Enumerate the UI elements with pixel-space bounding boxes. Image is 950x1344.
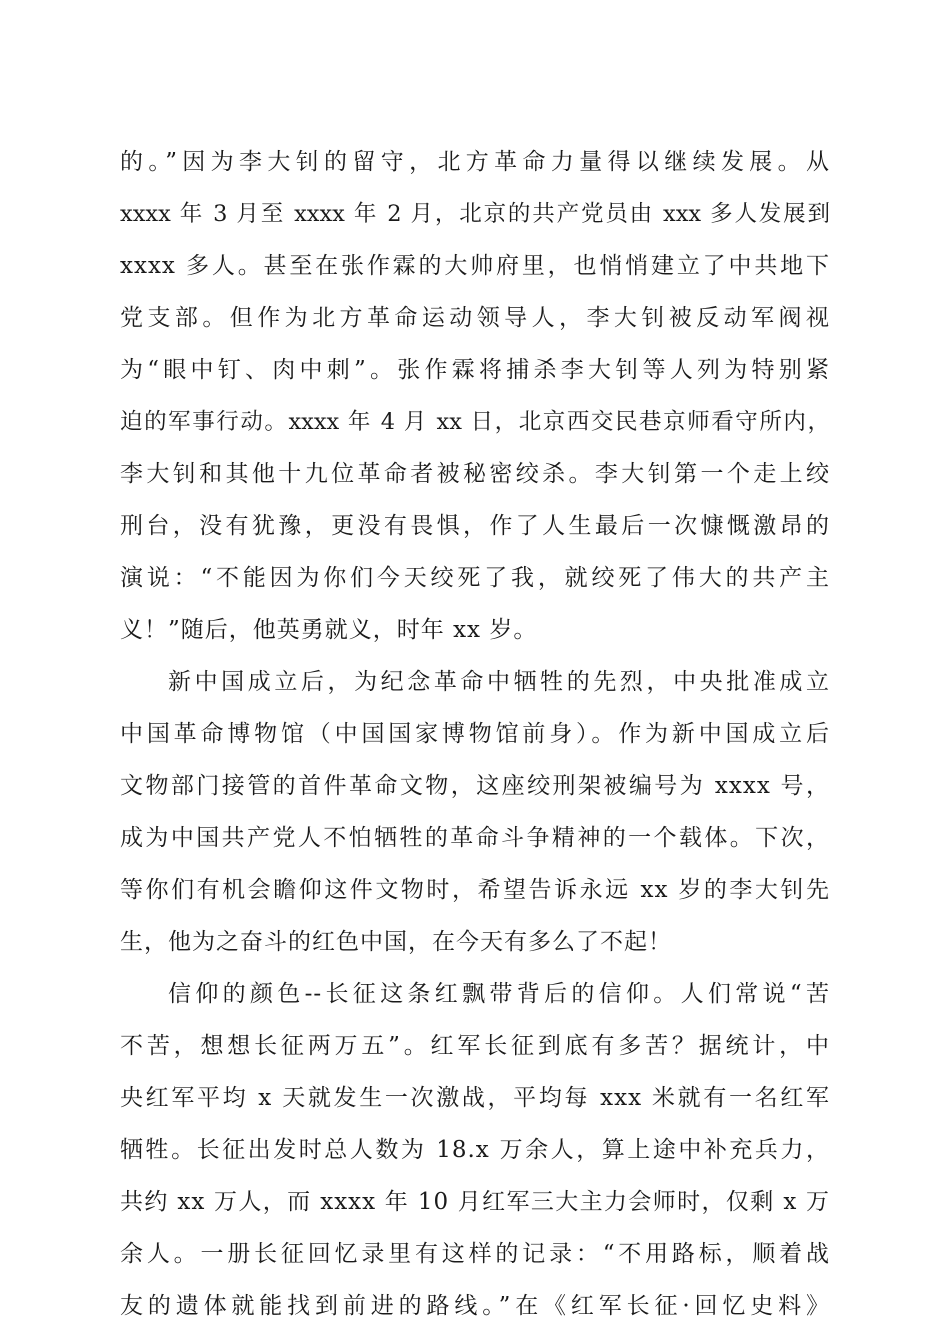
- text-line: 演说：“不能因为你们今天绞死了我，就绞死了伟大的共产主: [120, 565, 830, 591]
- text-line: 央红军平均 x 天就发生一次激战，平均每 xxx 米就有一名红军: [120, 1085, 830, 1111]
- text-line: 共约 xx 万人，而 xxxx 年 10 月红军三大主力会师时，仅剩 x 万: [120, 1189, 830, 1215]
- text-line: 友的遗体就能找到前进的路线。”在《红军长征·回忆史料》: [120, 1293, 830, 1319]
- text-line: 为“眼中钉、肉中刺”。张作霖将捕杀李大钊等人列为特别紧: [120, 357, 830, 383]
- text-line: 刑台，没有犹豫，更没有畏惧，作了人生最后一次慷慨激昂的: [120, 513, 830, 539]
- text-line: 迫的军事行动。xxxx 年 4 月 xx 日，北京西交民巷京师看守所内，: [120, 409, 830, 435]
- paragraph-first-line: 新中国成立后，为纪念革命中牺牲的先烈，中央批准成立: [168, 669, 830, 695]
- text-line: 生，他为之奋斗的红色中国，在今天有多么了不起！: [120, 929, 672, 955]
- text-line: 的。”因为李大钊的留守，北方革命力量得以继续发展。从: [120, 149, 830, 175]
- text-line: 李大钊和其他十九位革命者被秘密绞杀。李大钊第一个走上绞: [120, 461, 830, 487]
- text-line: 义！”随后，他英勇就义，时年 xx 岁。: [120, 617, 538, 643]
- text-line: 中国革命博物馆（中国国家博物馆前身）。作为新中国成立后: [120, 721, 830, 747]
- text-line: xxxx 年 3 月至 xxxx 年 2 月，北京的共产党员由 xxx 多人发展到: [120, 201, 830, 227]
- text-line: 文物部门接管的首件革命文物，这座绞刑架被编号为 xxxx 号，: [120, 773, 830, 799]
- text-line: 等你们有机会瞻仰这件文物时，希望告诉永远 xx 岁的李大钊先: [120, 877, 830, 903]
- text-line: 余人。一册长征回忆录里有这样的记录：“不用路标，顺着战: [120, 1241, 830, 1267]
- text-line: 党支部。但作为北方革命运动领导人，李大钊被反动军阀视: [120, 305, 830, 331]
- paragraph-first-line: 信仰的颜色--长征这条红飘带背后的信仰。人们常说“苦: [168, 981, 830, 1007]
- text-line: 成为中国共产党人不怕牺牲的革命斗争精神的一个载体。下次，: [120, 825, 830, 851]
- text-line: 牺牲。长征出发时总人数为 18.x 万余人，算上途中补充兵力，: [120, 1137, 830, 1163]
- document-body: [120, 136, 830, 1332]
- text-line: xxxx 多人。甚至在张作霖的大帅府里，也悄悄建立了中共地下: [120, 253, 830, 279]
- text-line: 不苦，想想长征两万五”。红军长征到底有多苦？据统计，中: [120, 1033, 830, 1059]
